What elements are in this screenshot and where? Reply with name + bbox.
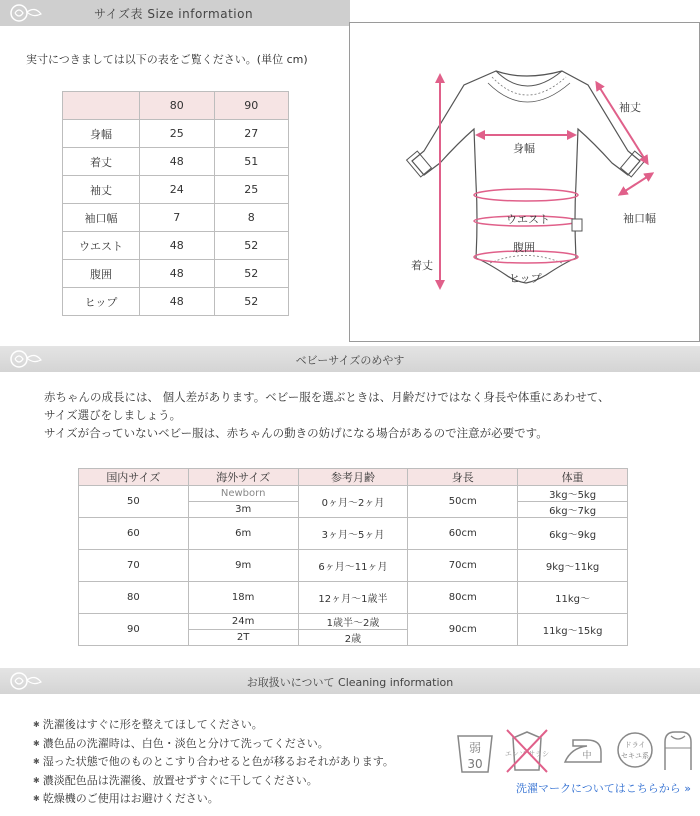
cell-overseas: 3m bbox=[188, 502, 298, 518]
cell-jp: 60 bbox=[79, 518, 189, 550]
care-instructions-list bbox=[33, 716, 394, 809]
no-bleach-icon bbox=[503, 726, 551, 774]
wash-strength-text: 弱 bbox=[468, 741, 482, 755]
row-label: 袖丈 bbox=[63, 176, 140, 204]
cell-overseas: Newborn bbox=[188, 486, 298, 502]
row-label: ヒップ bbox=[63, 288, 140, 316]
cell-90: 52 bbox=[214, 288, 289, 316]
wash-temp-text: 30 bbox=[467, 757, 483, 771]
header-weight: 体重 bbox=[518, 469, 628, 486]
table-row bbox=[79, 614, 628, 630]
header-height: 身長 bbox=[408, 469, 518, 486]
diagram-label-belly: 腹囲 bbox=[513, 241, 535, 254]
rose-icon bbox=[6, 0, 46, 26]
cell-80: 7 bbox=[140, 204, 215, 232]
table-row bbox=[63, 288, 289, 316]
cell-overseas: 2T bbox=[188, 630, 298, 646]
hand-wash-30-icon bbox=[455, 726, 495, 774]
cell-80: 48 bbox=[140, 148, 215, 176]
cell-height: 50cm bbox=[408, 486, 518, 518]
size-info-header-bar bbox=[0, 0, 350, 26]
cell-age: 12ヶ月〜1歳半 bbox=[298, 582, 408, 614]
laundry-symbols-link[interactable]: 洗濯マークについてはこちらから » bbox=[516, 782, 692, 795]
row-label: 腹囲 bbox=[63, 260, 140, 288]
cell-80: 24 bbox=[140, 176, 215, 204]
cell-age: 6ヶ月〜11ヶ月 bbox=[298, 550, 408, 582]
table-row bbox=[63, 148, 289, 176]
size-table-header-90: 90 bbox=[214, 92, 289, 120]
baby-size-table bbox=[78, 468, 628, 646]
cell-height: 60cm bbox=[408, 518, 518, 550]
baby-size-paragraph: 赤ちゃんの成長には、 個人差があります。ベビー服を選ぶときは、月齢だけではなく身長や体重にあわせて、 bbox=[44, 390, 610, 404]
baby-size-title: ベビーサイズのめやす bbox=[295, 354, 405, 367]
cell-80: 48 bbox=[140, 288, 215, 316]
cell-80: 48 bbox=[140, 260, 215, 288]
cell-height: 90cm bbox=[408, 614, 518, 646]
diagram-label-chest-width: 身幅 bbox=[513, 142, 535, 155]
baby-table-header-row bbox=[79, 469, 628, 486]
cell-height: 70cm bbox=[408, 550, 518, 582]
list-item: ✱ 洗濯後はすぐに形を整えてほしてください。 bbox=[33, 716, 394, 735]
dry-clean-icon bbox=[615, 730, 655, 770]
cell-overseas: 18m bbox=[188, 582, 298, 614]
cell-90: 52 bbox=[214, 232, 289, 260]
diagram-label-hip: ヒップ bbox=[509, 272, 542, 285]
size-table-header-80: 80 bbox=[140, 92, 215, 120]
hang-dry-icon bbox=[661, 728, 695, 772]
cell-weight: 11kg〜 bbox=[518, 582, 628, 614]
size-unit-note: 実寸につきましては以下の表をご覧ください。(単位 cm) bbox=[26, 53, 308, 66]
cell-80: 48 bbox=[140, 232, 215, 260]
list-item: ✱ 濃淡配色品は洗濯後、放置せずすぐに干してください。 bbox=[33, 772, 394, 791]
cell-80: 25 bbox=[140, 120, 215, 148]
list-item: ✱ 湿った状態で他のものとこすり合わせると色が移るおそれがあります。 bbox=[33, 753, 394, 772]
dry-text-bottom: セキユ系 bbox=[621, 752, 649, 760]
baby-size-paragraph: サイズ選びをしましょう。 bbox=[44, 408, 182, 422]
baby-size-header-bar bbox=[0, 346, 700, 372]
table-row bbox=[63, 204, 289, 232]
cell-overseas: 6m bbox=[188, 518, 298, 550]
bodysuit-illustration bbox=[350, 23, 700, 343]
row-label: 身幅 bbox=[63, 120, 140, 148]
table-row bbox=[63, 120, 289, 148]
baby-size-description bbox=[44, 388, 684, 442]
iron-medium-icon bbox=[561, 734, 605, 768]
dry-text-top: ドライ bbox=[624, 741, 646, 749]
cleaning-info-header-bar bbox=[0, 668, 700, 694]
cell-height: 80cm bbox=[408, 582, 518, 614]
cell-age: 1歳半〜2歳 bbox=[298, 614, 408, 630]
size-table-header-row bbox=[63, 92, 289, 120]
cell-age: 3ヶ月〜5ヶ月 bbox=[298, 518, 408, 550]
list-item: ✱ 乾燥機のご使用はお避けください。 bbox=[33, 790, 394, 809]
cell-weight: 6kg〜7kg bbox=[518, 502, 628, 518]
cell-jp: 70 bbox=[79, 550, 189, 582]
bleach-text: エンソ サラシ bbox=[504, 750, 550, 758]
cell-90: 8 bbox=[214, 204, 289, 232]
cell-jp: 80 bbox=[79, 582, 189, 614]
table-row bbox=[79, 486, 628, 502]
cell-weight: 3kg〜5kg bbox=[518, 486, 628, 502]
care-symbols bbox=[455, 726, 695, 776]
cell-90: 25 bbox=[214, 176, 289, 204]
cell-jp: 50 bbox=[79, 486, 189, 518]
cell-90: 52 bbox=[214, 260, 289, 288]
cell-jp: 90 bbox=[79, 614, 189, 646]
cell-overseas: 9m bbox=[188, 550, 298, 582]
table-row bbox=[63, 260, 289, 288]
size-table bbox=[62, 91, 289, 316]
diagram-label-length: 着丈 bbox=[411, 259, 433, 272]
header-jp-size: 国内サイズ bbox=[79, 469, 189, 486]
diagram-label-sleeve-length: 袖丈 bbox=[619, 101, 641, 114]
iron-temp-text: 中 bbox=[582, 751, 592, 761]
cleaning-info-title: お取扱いについて Cleaning information bbox=[246, 676, 454, 689]
table-row bbox=[63, 176, 289, 204]
cell-age: 2歳 bbox=[298, 630, 408, 646]
table-row bbox=[63, 232, 289, 260]
cell-weight: 6kg〜9kg bbox=[518, 518, 628, 550]
diagram-label-waist: ウエスト bbox=[506, 213, 550, 226]
size-info-title: サイズ表 Size information bbox=[94, 7, 254, 21]
diagram-label-cuff-width: 袖口幅 bbox=[623, 212, 656, 225]
cell-overseas: 24m bbox=[188, 614, 298, 630]
baby-size-paragraph: サイズが合っていないベビー服は、赤ちゃんの動きの妨げになる場合があるので注意が必要です。 bbox=[44, 426, 548, 440]
garment-measurement-diagram bbox=[349, 22, 700, 342]
cell-90: 27 bbox=[214, 120, 289, 148]
cell-90: 51 bbox=[214, 148, 289, 176]
row-label: 着丈 bbox=[63, 148, 140, 176]
header-age: 参考月齢 bbox=[298, 469, 408, 486]
header-overseas-size: 海外サイズ bbox=[188, 469, 298, 486]
cell-weight: 11kg〜15kg bbox=[518, 614, 628, 646]
row-label: 袖口幅 bbox=[63, 204, 140, 232]
cell-age: 0ヶ月〜2ヶ月 bbox=[298, 486, 408, 518]
row-label: ウエスト bbox=[63, 232, 140, 260]
size-table-header-blank bbox=[63, 92, 140, 120]
cell-weight: 9kg〜11kg bbox=[518, 550, 628, 582]
list-item: ✱ 濃色品の洗濯時は、白色・淡色と分けて洗ってください。 bbox=[33, 735, 394, 754]
